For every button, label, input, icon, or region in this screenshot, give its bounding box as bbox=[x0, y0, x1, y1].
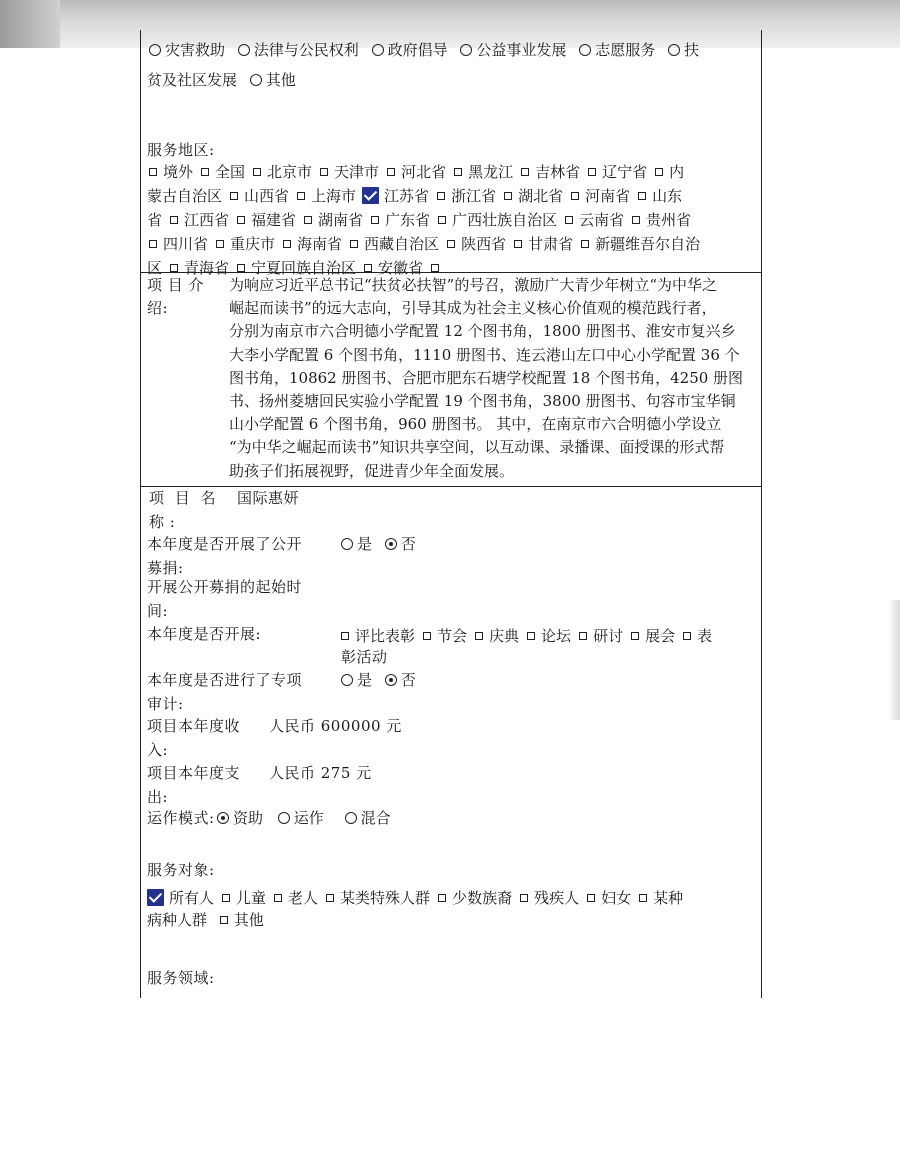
service-area-line bbox=[147, 232, 706, 256]
option-item[interactable] bbox=[168, 208, 229, 232]
photo-shadow bbox=[888, 600, 900, 720]
option-label: 贵州省 bbox=[646, 211, 692, 229]
audit-no-option[interactable]: 否 bbox=[383, 668, 416, 692]
intro-line: 助孩子们拓展视野，促进青少年全面发展。 bbox=[229, 461, 515, 480]
option-label: 残疾人 bbox=[534, 889, 580, 907]
income-label-2: 入: bbox=[147, 741, 169, 759]
audit-yes-option[interactable]: 是 bbox=[339, 668, 372, 692]
checkbox-icon bbox=[230, 192, 238, 200]
checkbox-icon bbox=[222, 894, 230, 902]
option-item[interactable] bbox=[436, 208, 557, 232]
option-label: 陕西省 bbox=[461, 235, 507, 253]
checkbox-icon bbox=[588, 168, 596, 176]
option-item[interactable] bbox=[295, 184, 356, 208]
option-label: 江西省 bbox=[184, 211, 230, 229]
activities-label: 本年度是否开展: bbox=[147, 625, 262, 643]
option-label: 山西省 bbox=[244, 187, 290, 205]
checkbox-icon bbox=[170, 264, 178, 272]
expense-label: 项目本年度支 bbox=[147, 764, 241, 782]
option-public-welfare[interactable]: 公益事业发展 bbox=[458, 38, 566, 62]
checkbox-icon bbox=[216, 240, 224, 248]
checkbox-icon bbox=[438, 216, 446, 224]
checkbox-icon bbox=[571, 192, 579, 200]
option-label: 广东省 bbox=[385, 211, 431, 229]
option-label: 湖北省 bbox=[518, 187, 564, 205]
option-item[interactable] bbox=[147, 886, 214, 910]
activities-options bbox=[339, 624, 718, 648]
radio-icon bbox=[372, 44, 384, 56]
mode-options bbox=[215, 806, 397, 830]
project-name-label: 项 目 名 bbox=[149, 489, 219, 507]
public-yes-option[interactable]: 是 bbox=[339, 532, 372, 556]
public-fundraise-options bbox=[339, 532, 422, 556]
mode-mixed-option[interactable]: 混合 bbox=[343, 806, 391, 830]
service-area-line bbox=[147, 208, 697, 232]
option-label: 西藏自治区 bbox=[364, 235, 440, 253]
option-label: 青海省 bbox=[184, 259, 230, 277]
option-label: 省 bbox=[147, 211, 163, 229]
option-label: 福建省 bbox=[251, 211, 297, 229]
checkbox-icon bbox=[631, 632, 639, 640]
option-label: 庆典 bbox=[489, 627, 520, 645]
mode-label: 运作模式: bbox=[147, 809, 215, 827]
checkbox-icon bbox=[364, 264, 372, 272]
checkbox-icon bbox=[579, 632, 587, 640]
option-label: 内 bbox=[669, 163, 685, 181]
start-time-label-2: 间: bbox=[147, 602, 169, 620]
option-item[interactable] bbox=[636, 184, 682, 208]
option-label: 河北省 bbox=[401, 163, 447, 181]
service-area-line bbox=[147, 160, 690, 184]
checkbox-checked-icon bbox=[147, 889, 164, 906]
option-label: 儿童 bbox=[236, 889, 267, 907]
option-label: 新疆维吾尔自治 bbox=[595, 235, 701, 253]
audit-options bbox=[339, 668, 422, 692]
intro-line: 大李小学配置 6 个图书角，1110 册图书、连云港山左口中心小学配置 36 个 bbox=[229, 345, 740, 364]
service-area-line bbox=[147, 184, 688, 208]
option-label: 节会 bbox=[437, 627, 468, 645]
option-label: 表 bbox=[697, 627, 713, 645]
project-name-value: 国际惠妍 bbox=[237, 489, 300, 507]
option-label: 全国 bbox=[215, 163, 246, 181]
option-item[interactable] bbox=[199, 160, 245, 184]
checkbox-checked-icon bbox=[362, 187, 379, 204]
divider bbox=[141, 486, 761, 487]
checkbox-icon bbox=[201, 168, 209, 176]
checkbox-icon bbox=[521, 168, 529, 176]
checkbox-icon bbox=[581, 240, 589, 248]
option-label: 妇女 bbox=[601, 889, 632, 907]
checkbox-icon bbox=[237, 216, 245, 224]
checkbox-icon bbox=[447, 240, 455, 248]
option-item[interactable] bbox=[214, 232, 275, 256]
option-label: 安徽省 bbox=[378, 259, 424, 277]
option-item[interactable] bbox=[435, 184, 496, 208]
checkbox-icon bbox=[527, 632, 535, 640]
option-label: 山东 bbox=[652, 187, 683, 205]
intro-line: 图书角，10862 册图书、合肥市肥东石塘学校配置 18 个图书角，4250 册图 bbox=[229, 368, 744, 387]
expense-value: 人民币 275 元 bbox=[269, 764, 372, 782]
option-label: 江苏省 bbox=[384, 187, 430, 205]
intro-line: 分别为南京市六合明德小学配置 12 个图书角，1800 册图书、淮安市复兴乡 bbox=[229, 322, 736, 341]
option-label: 老人 bbox=[288, 889, 319, 907]
checkbox-icon bbox=[587, 894, 595, 902]
checkbox-icon bbox=[438, 894, 446, 902]
option-item[interactable] bbox=[385, 160, 446, 184]
option-label: 上海市 bbox=[311, 187, 357, 205]
divider bbox=[141, 272, 761, 273]
objects-label: 服务对象: bbox=[147, 861, 215, 879]
option-item[interactable] bbox=[302, 208, 363, 232]
option-item[interactable] bbox=[585, 886, 631, 910]
option-item[interactable] bbox=[473, 624, 519, 648]
checkbox-icon bbox=[504, 192, 512, 200]
option-label: 蒙古自治区 bbox=[147, 187, 223, 205]
option-item[interactable] bbox=[318, 160, 379, 184]
option-label: 天津市 bbox=[334, 163, 380, 181]
checkbox-icon bbox=[632, 216, 640, 224]
objects-options-2: 病种人群 其他 bbox=[147, 908, 270, 932]
option-label: 某类特殊人群 bbox=[340, 889, 431, 907]
intro-line: “为中华之崛起而读书”知识共享空间，以互动课、录播课、面授课的形式帮 bbox=[229, 438, 725, 457]
checkbox-icon bbox=[304, 216, 312, 224]
radio-selected-icon bbox=[217, 812, 229, 824]
checkbox-icon bbox=[454, 168, 462, 176]
option-label: 海南省 bbox=[297, 235, 343, 253]
radio-icon bbox=[345, 812, 357, 824]
option-item[interactable] bbox=[445, 232, 506, 256]
option-label: 展会 bbox=[645, 627, 676, 645]
option-volunteer[interactable]: 志愿服务 bbox=[577, 38, 655, 62]
start-time-label: 开展公开募捐的起始时 bbox=[147, 578, 303, 596]
option-disaster-relief[interactable]: 灾害救助 bbox=[147, 38, 225, 62]
option-item[interactable] bbox=[518, 886, 579, 910]
mode-operate-option[interactable]: 运作 bbox=[276, 806, 324, 830]
option-item[interactable] bbox=[629, 624, 675, 648]
public-fundraise-label-2: 募捐: bbox=[147, 559, 184, 577]
audit-label: 本年度是否进行了专项 bbox=[147, 671, 303, 689]
checkbox-icon bbox=[274, 894, 282, 902]
intro-label-2: 绍: bbox=[147, 299, 169, 317]
checkbox-icon bbox=[565, 216, 573, 224]
checkbox-icon bbox=[326, 894, 334, 902]
checkbox-icon bbox=[387, 168, 395, 176]
checkbox-icon bbox=[237, 264, 245, 272]
option-item[interactable] bbox=[421, 624, 467, 648]
checkbox-icon bbox=[431, 264, 439, 272]
option-label: 重庆市 bbox=[230, 235, 276, 253]
checkbox-icon bbox=[170, 216, 178, 224]
option-label: 四川省 bbox=[163, 235, 209, 253]
option-item[interactable] bbox=[586, 160, 647, 184]
public-no-option[interactable]: 否 bbox=[383, 532, 416, 556]
top-options-line2: 贫及社区发展 其他 bbox=[147, 68, 302, 92]
option-item bbox=[147, 208, 162, 232]
option-label: 黑龙江 bbox=[468, 163, 514, 181]
option-item[interactable] bbox=[502, 184, 563, 208]
audit-label-2: 审计: bbox=[147, 695, 184, 713]
option-label: 北京市 bbox=[267, 163, 313, 181]
checkbox-icon bbox=[475, 632, 483, 640]
option-item[interactable] bbox=[637, 886, 683, 910]
option-label: 广西壮族自治区 bbox=[452, 211, 558, 229]
radio-icon bbox=[341, 538, 353, 550]
option-label: 少数族裔 bbox=[452, 889, 513, 907]
option-item[interactable] bbox=[577, 624, 623, 648]
option-label: 宁夏回族自治区 bbox=[251, 259, 357, 277]
option-item[interactable] bbox=[369, 208, 430, 232]
option-label: 辽宁省 bbox=[602, 163, 648, 181]
radio-icon bbox=[278, 812, 290, 824]
option-label: 论坛 bbox=[541, 627, 572, 645]
radio-selected-icon bbox=[385, 538, 397, 550]
option-item[interactable] bbox=[235, 208, 296, 232]
option-item[interactable] bbox=[579, 232, 700, 256]
radio-icon bbox=[579, 44, 591, 56]
option-item[interactable] bbox=[228, 184, 289, 208]
option-label: 吉林省 bbox=[535, 163, 581, 181]
domain-label: 服务领域: bbox=[147, 969, 215, 987]
option-item[interactable] bbox=[512, 232, 573, 256]
option-item[interactable] bbox=[281, 232, 342, 256]
option-label: 境外 bbox=[163, 163, 194, 181]
option-item bbox=[147, 184, 222, 208]
option-label: 甘肃省 bbox=[528, 235, 574, 253]
option-label: 某种 bbox=[653, 889, 684, 907]
option-other[interactable]: 其他 bbox=[248, 68, 296, 92]
checkbox-icon bbox=[638, 192, 646, 200]
option-law-rights[interactable]: 法律与公民权利 bbox=[236, 38, 359, 62]
option-label: 研讨 bbox=[593, 627, 624, 645]
radio-selected-icon bbox=[385, 674, 397, 686]
top-options-line1 bbox=[147, 38, 705, 62]
option-item[interactable] bbox=[630, 208, 691, 232]
checkbox-icon bbox=[297, 192, 305, 200]
intro-line: 崛起而读书”的远大志向，引导其成为社会主义核心价值观的模范践行者， bbox=[229, 299, 717, 318]
radio-icon bbox=[149, 44, 161, 56]
option-label: 云南省 bbox=[579, 211, 625, 229]
radio-icon bbox=[250, 74, 262, 86]
checkbox-icon bbox=[371, 216, 379, 224]
option-item[interactable] bbox=[653, 160, 684, 184]
option-gov-advocacy[interactable]: 政府倡导 bbox=[370, 38, 448, 62]
option-label: 所有人 bbox=[169, 889, 215, 907]
radio-icon bbox=[668, 44, 680, 56]
option-item[interactable] bbox=[452, 160, 513, 184]
checkbox-icon bbox=[341, 632, 349, 640]
checkbox-icon bbox=[253, 168, 261, 176]
checkbox-icon bbox=[220, 916, 228, 924]
service-area-label: 服务地区: bbox=[147, 141, 215, 159]
option-item[interactable] bbox=[220, 886, 266, 910]
expense-label-2: 出: bbox=[147, 788, 169, 806]
checkbox-icon bbox=[149, 240, 157, 248]
mode-fund-option[interactable]: 资助 bbox=[215, 806, 263, 830]
checkbox-icon bbox=[423, 632, 431, 640]
option-label: 浙江省 bbox=[451, 187, 497, 205]
checkbox-icon bbox=[149, 168, 157, 176]
option-label: 区 bbox=[147, 259, 163, 277]
checkbox-icon bbox=[655, 168, 663, 176]
option-item[interactable] bbox=[251, 160, 312, 184]
income-value: 人民币 600000 元 bbox=[269, 717, 402, 735]
checkbox-icon bbox=[320, 168, 328, 176]
option-item[interactable] bbox=[519, 160, 580, 184]
checkbox-icon bbox=[683, 632, 691, 640]
option-poverty[interactable]: 扶 bbox=[666, 38, 699, 62]
intro-line: 书、扬州菱塘回民实验小学配置 19 个图书角，3800 册图书、句容市宝华铜 bbox=[229, 392, 736, 410]
option-label: 评比表彰 bbox=[355, 627, 416, 645]
option-item[interactable] bbox=[436, 886, 512, 910]
object-other-option[interactable]: 其他 bbox=[218, 908, 264, 932]
checkbox-icon bbox=[350, 240, 358, 248]
intro-line: 为响应习近平总书记“扶贫必扶智”的号召，激励广大青少年树立“为中华之 bbox=[229, 276, 718, 294]
project-name-label-2: 称 : bbox=[149, 513, 176, 531]
checkbox-icon bbox=[283, 240, 291, 248]
checkbox-icon bbox=[639, 894, 647, 902]
option-item[interactable] bbox=[147, 232, 208, 256]
checkbox-icon bbox=[514, 240, 522, 248]
option-label: 河南省 bbox=[585, 187, 631, 205]
public-fundraise-label: 本年度是否开展了公开 bbox=[147, 535, 303, 553]
option-item[interactable] bbox=[681, 624, 712, 648]
radio-icon bbox=[460, 44, 472, 56]
option-label: 湖南省 bbox=[318, 211, 364, 229]
checkbox-icon bbox=[520, 894, 528, 902]
checkbox-icon bbox=[437, 192, 445, 200]
option-item[interactable] bbox=[362, 184, 429, 208]
radio-icon bbox=[238, 44, 250, 56]
intro-line: 山小学配置 6 个图书角，960 册图书。 其中，在南京市六合明德小学设立 bbox=[229, 415, 722, 434]
option-item[interactable] bbox=[563, 208, 624, 232]
option-item[interactable] bbox=[348, 232, 439, 256]
option-item[interactable] bbox=[147, 160, 193, 184]
option-item[interactable] bbox=[324, 886, 430, 910]
activities-cont: 彰活动 bbox=[341, 648, 388, 666]
objects-options bbox=[147, 886, 689, 910]
option-item[interactable] bbox=[272, 886, 318, 910]
option-item[interactable] bbox=[569, 184, 630, 208]
option-item[interactable] bbox=[525, 624, 571, 648]
radio-icon bbox=[341, 674, 353, 686]
income-label: 项目本年度收 bbox=[147, 717, 241, 735]
project-form bbox=[140, 30, 762, 998]
intro-label: 项 目 介 bbox=[147, 276, 205, 294]
